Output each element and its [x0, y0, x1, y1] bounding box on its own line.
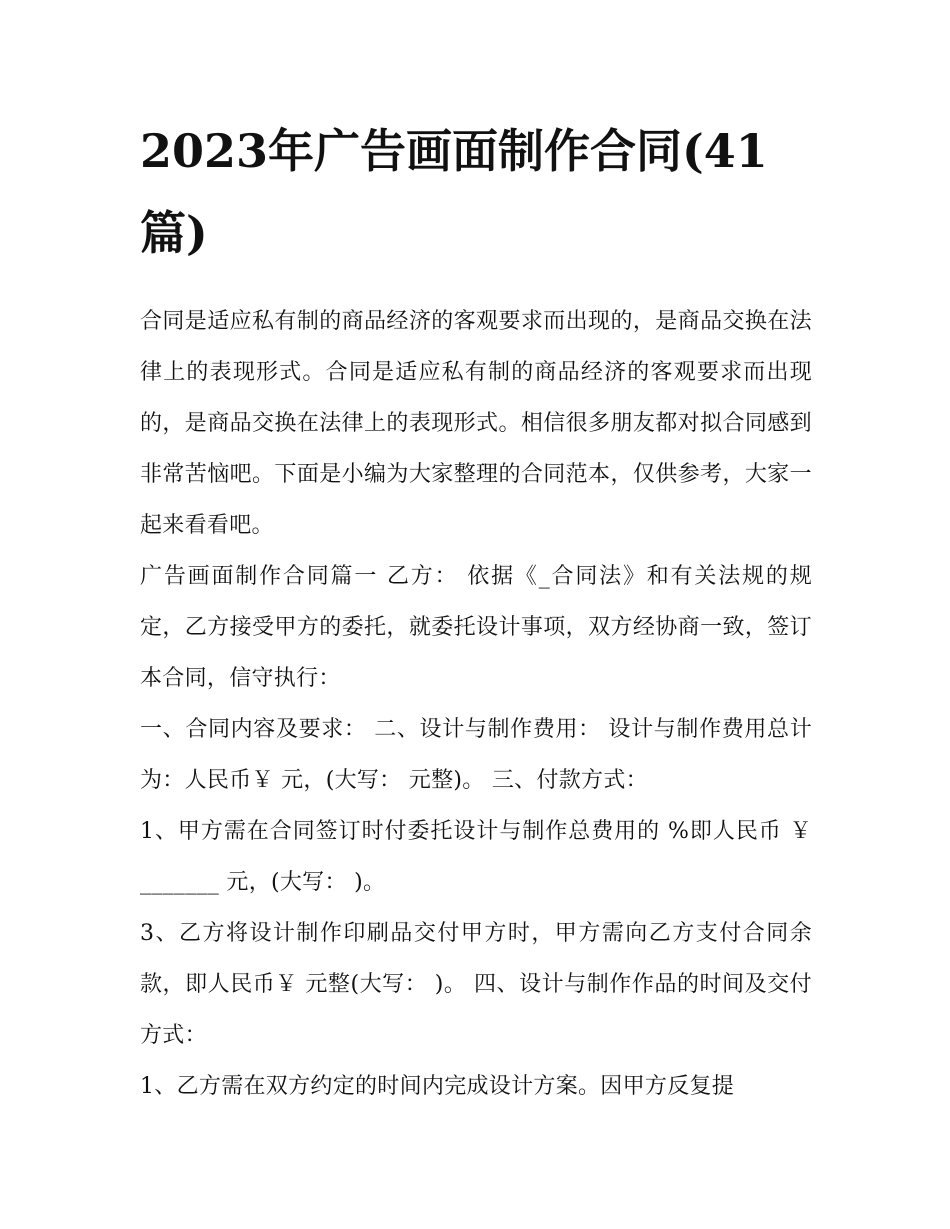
paragraph-sections: 一、合同内容及要求： 二、设计与制作费用： 设计与制作费用总计为：人民币￥ 元，(大写： 元整)。 三、付款方式： [140, 717, 812, 793]
paragraph-payment-one: 1、甲方需在合同签订时付委托设计与制作总费用的 %即人民币 ￥ _______ 元，(大写： )。 [140, 819, 812, 895]
paragraph-delivery-one: 1、乙方需在双方约定的时间内完成设计方案。因甲方反复提 [140, 1074, 735, 1099]
document-body [140, 110, 812, 1112]
document-title: 2023年广告画面制作合同(41篇) [140, 124, 768, 260]
paragraph-contract-one: 广告画面制作合同篇一 乙方： 依据《_合同法》和有关法规的规定，乙方接受甲方的委托，就委托设计事项，双方经协商一致，签订本合同，信守执行： [140, 564, 812, 691]
paragraph-intro: 合同是适应私有制的商品经济的客观要求而出现的，是商品交换在法律上的表现形式。合同是适应私有制的商品经济的客观要求而出现的，是商品交换在法律上的表现形式。相信很多朋友都对拟合同感到非常苦恼吧。下面是小编为大家整理的合同范本，仅供参考，大家一起来看看吧。 [140, 309, 812, 538]
paragraph-payment-three: 3、乙方将设计制作印刷品交付甲方时，甲方需向乙方支付合同余款，即人民币￥ 元整(大写： )。 四、设计与制作作品的时间及交付方式： [140, 921, 812, 1048]
